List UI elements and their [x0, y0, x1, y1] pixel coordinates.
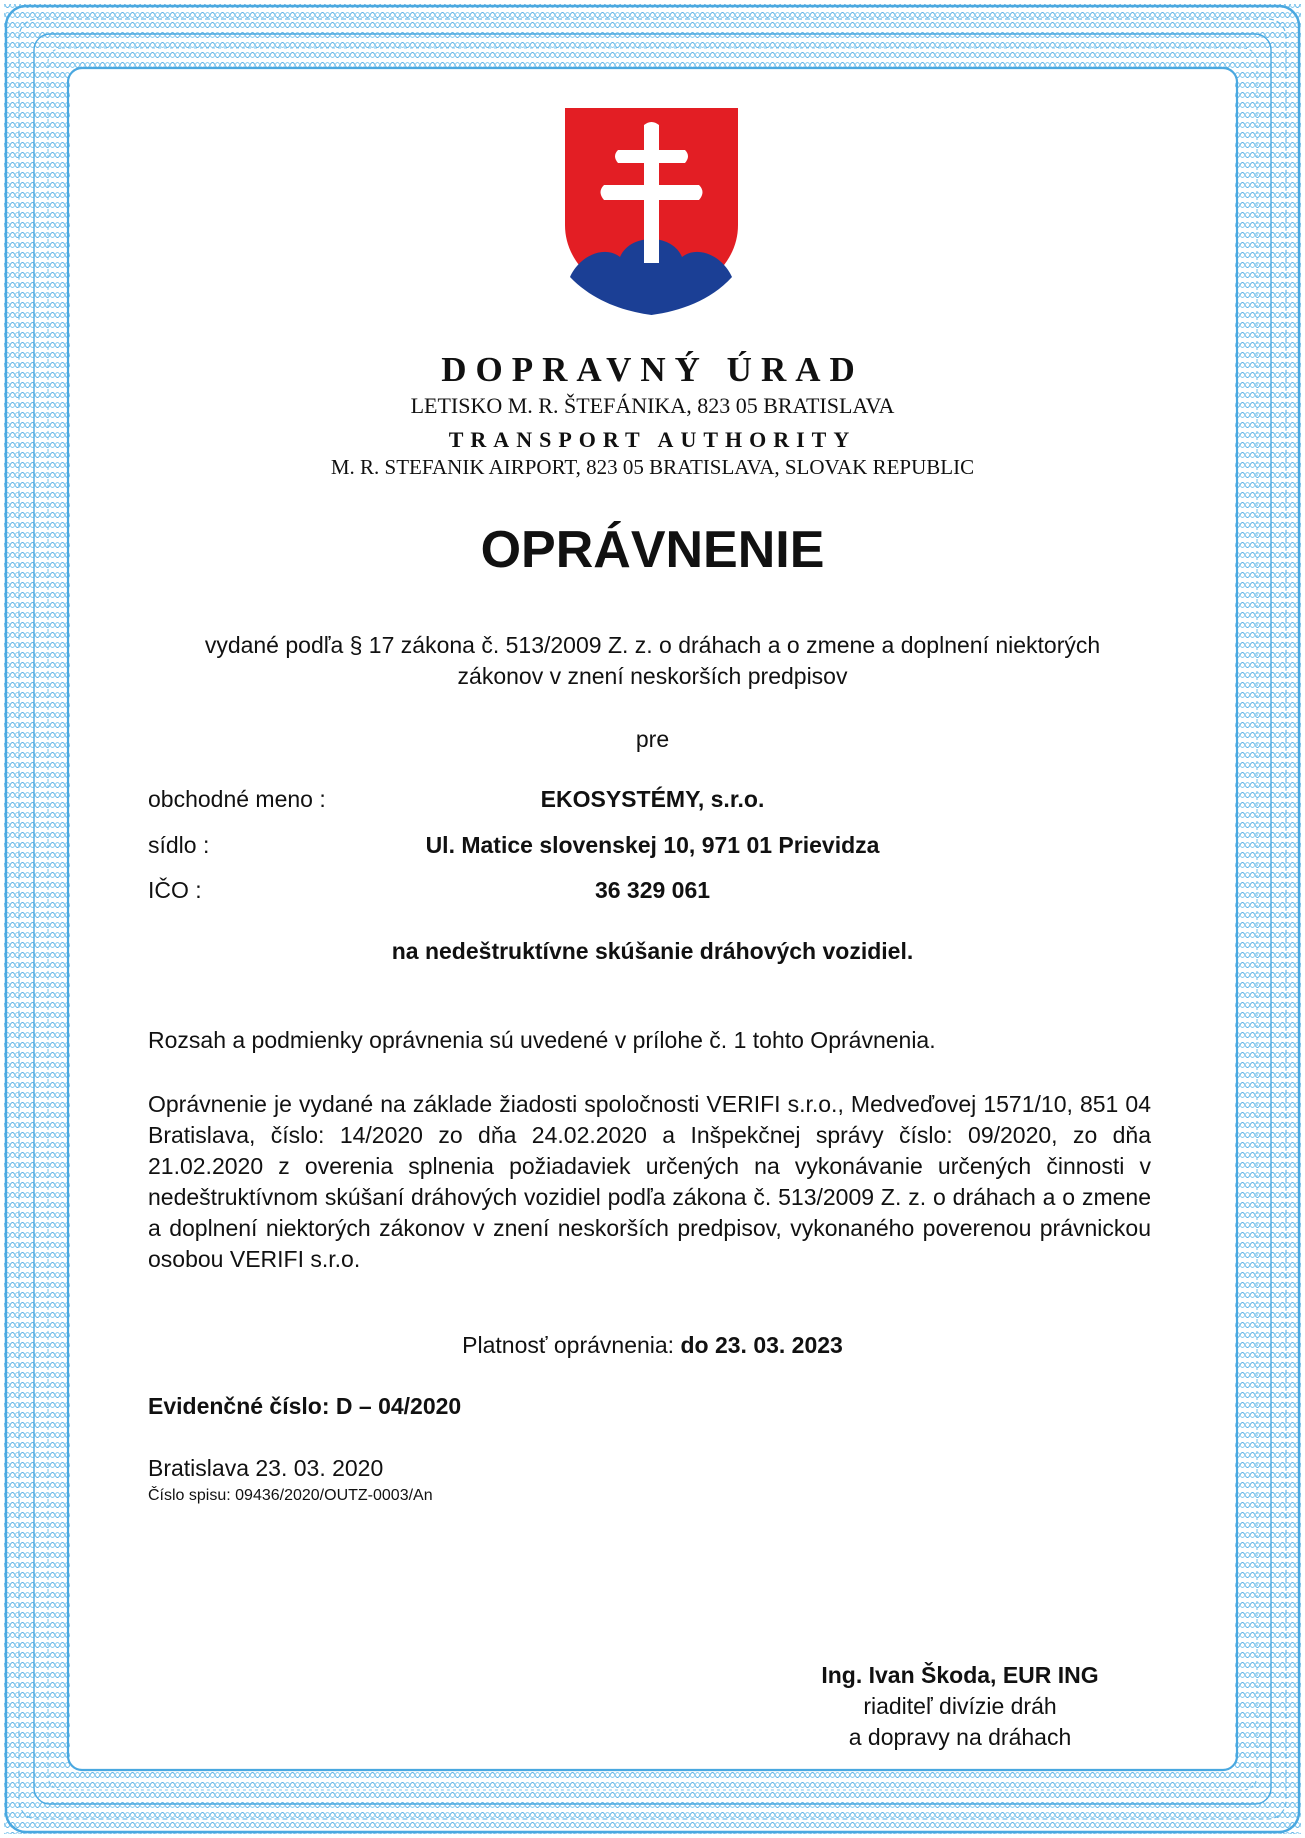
- authority-address-sk: LETISKO M. R. ŠTEFÁNIKA, 823 05 BRATISLAVA: [410, 393, 895, 418]
- business-name-label: obchodné meno :: [148, 786, 326, 812]
- validity-label: Platnosť oprávnenia:: [462, 1332, 681, 1358]
- registration-number: Evidenčné číslo: D – 04/2020: [148, 1393, 462, 1419]
- signature-block: [740, 1660, 1180, 1753]
- pre-label: pre: [635, 726, 670, 752]
- business-name-value: EKOSYSTÉMY, s.r.o.: [540, 786, 765, 812]
- legal-basis-line1: vydané podľa § 17 zákona č. 513/2009 Z. z. o dráhach a o zmene a doplnení niektorých: [204, 632, 1101, 658]
- document-title: OPRÁVNENIE: [480, 521, 825, 579]
- seat-value: Ul. Matice slovenskej 10, 971 01 Prievidza: [425, 832, 880, 858]
- authorization-purpose: na nedeštruktívne skúšanie dráhových vozidiel.: [391, 938, 914, 964]
- signatory-role-line1: riaditeľ divízie dráh: [863, 1693, 1057, 1719]
- signatory-name: Ing. Ivan Škoda, EUR ING: [821, 1662, 1099, 1688]
- scope-statement: Rozsah a podmienky oprávnenia sú uvedené v prílohe č. 1 tohto Oprávnenia.: [148, 1027, 936, 1053]
- place-and-date: Bratislava 23. 03. 2020: [148, 1455, 384, 1481]
- seat-label: sídlo :: [148, 832, 210, 858]
- issuance-basis-paragraph: Oprávnenie je vydané na základe žiadosti spoločnosti VERIFI s.r.o., Medveďovej 1571/10, 851 04 Bratislava, číslo: 14/2020 zo dňa 24.02.2020 a Inšpekčnej správy číslo: 09/2020, zo dňa 21.02.2020 z overenia splnenia požiadaviek určených na vykonávanie určených činnosti v nedeštruktívnom skúšaní dráhových vozidiel podľa zákona č. 513/2009 Z. z. o dráhach a o zmene a doplnení niektorých zákonov v znení neskorších predpisov, vykonaného poverenou právnickou osobou VERIFI s.r.o.: [148, 1091, 1151, 1272]
- ico-label: IČO :: [148, 877, 202, 903]
- slovak-coat-of-arms: [560, 105, 743, 317]
- ico-value: 36 329 061: [594, 877, 711, 903]
- signatory-role-line2: a dopravy na dráhach: [848, 1724, 1072, 1750]
- authority-name-en: TRANSPORT AUTHORITY: [448, 427, 857, 452]
- legal-basis-line2: zákonov v znení neskorších predpisov: [457, 663, 848, 689]
- legal-basis: [0, 630, 1305, 692]
- authority-address-en: M. R. STEFANIK AIRPORT, 823 05 BRATISLAVA, SLOVAK REPUBLIC: [330, 455, 975, 479]
- authority-name-sk: DOPRAVNÝ ÚRAD: [441, 350, 864, 389]
- file-number: Číslo spisu: 09436/2020/OUTZ-0003/An: [148, 1487, 433, 1504]
- validity: [0, 1332, 1305, 1359]
- validity-date: do 23. 03. 2023: [680, 1332, 843, 1358]
